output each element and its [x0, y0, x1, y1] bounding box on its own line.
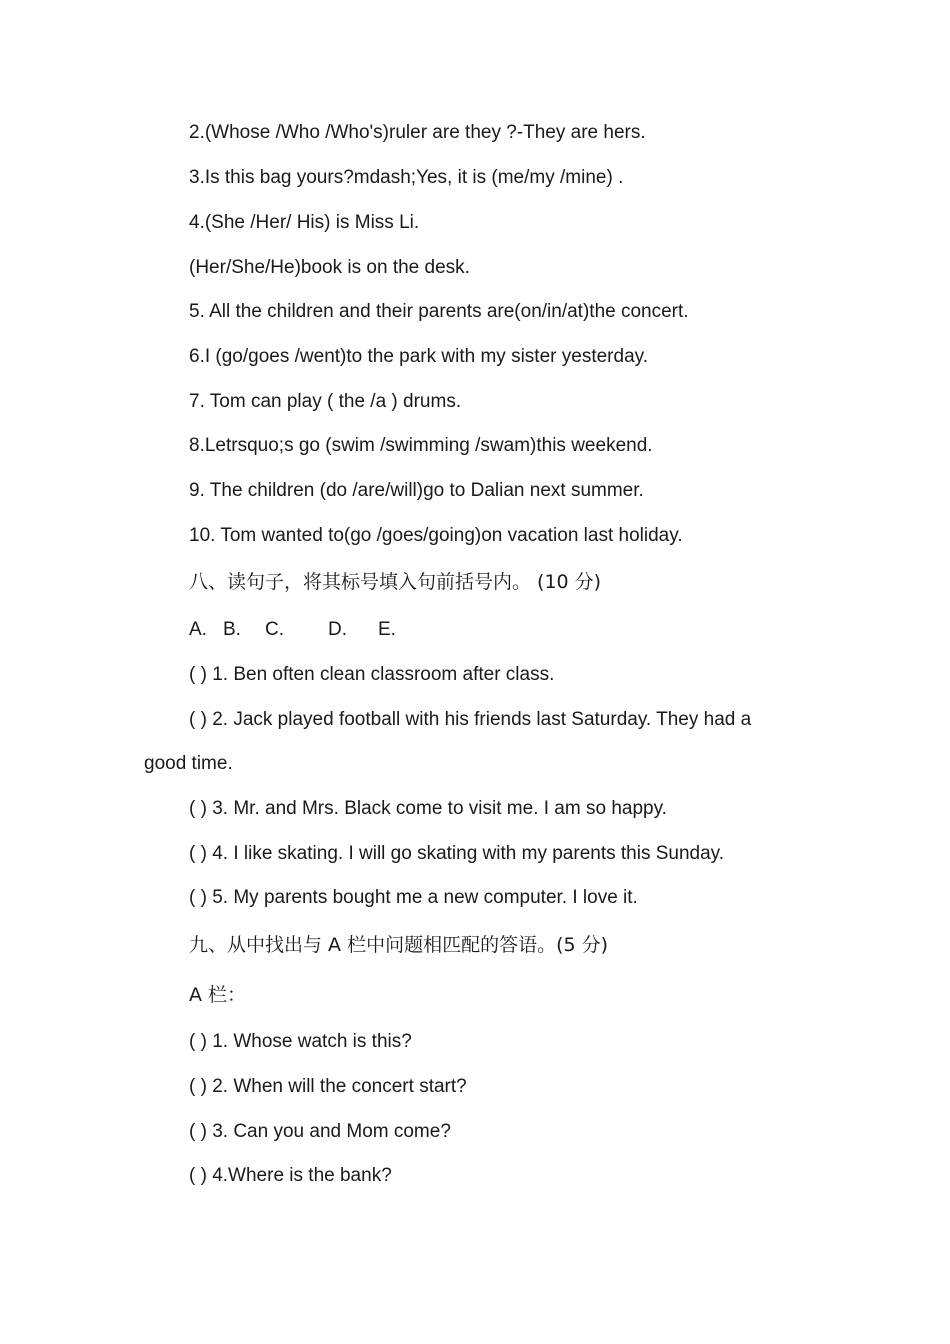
section-9-heading: 九、从中找出与 A 栏中问题相匹配的答语。(5 分): [189, 934, 609, 956]
section-8-item-2: ( ) 2. Jack played football with his friends last Saturday. They had a: [189, 709, 752, 730]
section-8-item-4: ( ) 4. I like skating. I will go skating with my parents this Sunday.: [189, 843, 725, 864]
section-8-item-5: ( ) 5. My parents bought me a new computer. I love it.: [189, 887, 638, 908]
section-8-item-2-continuation: good time.: [144, 753, 233, 774]
section-9-item-4: ( ) 4.Where is the bank?: [189, 1165, 392, 1186]
question-9: 9. The children (do /are/will)go to Dalian next summer.: [189, 480, 644, 501]
question-6: 6.I (go/goes /went)to the park with my sister yesterday.: [189, 346, 649, 367]
option-a: A.: [189, 619, 207, 640]
question-8: 8.Letrsquo;s go (swim /swimming /swam)this weekend.: [189, 435, 653, 456]
option-c: C.: [265, 619, 284, 640]
section-8-item-1: ( ) 1. Ben often clean classroom after class.: [189, 664, 555, 685]
question-3: 3.Is this bag yours?mdash;Yes, it is (me/my /mine) .: [189, 167, 624, 188]
question-4: 4.(She /Her/ His) is Miss Li.: [189, 212, 420, 233]
section-9-item-1: ( ) 1. Whose watch is this?: [189, 1031, 412, 1052]
question-7: 7. Tom can play ( the /a ) drums.: [189, 391, 462, 412]
question-2: 2.(Whose /Who /Who's)ruler are they ?-They are hers.: [189, 122, 646, 143]
section-8-item-3: ( ) 3. Mr. and Mrs. Black come to visit me. I am so happy.: [189, 798, 667, 819]
column-a-label: A 栏：: [189, 984, 247, 1006]
question-10: 10. Tom wanted to(go /goes/going)on vacation last holiday.: [189, 525, 683, 546]
question-4-second-line: (Her/She/He)book is on the desk.: [189, 257, 470, 278]
option-d: D.: [328, 619, 347, 640]
option-b: B.: [223, 619, 241, 640]
section-9-item-3: ( ) 3. Can you and Mom come?: [189, 1121, 451, 1142]
option-e: E.: [378, 619, 396, 640]
question-5: 5. All the children and their parents are(on/in/at)the concert.: [189, 301, 689, 322]
section-8-heading: 八、读句子，将其标号填入句前括号内。 (10 分): [189, 571, 602, 593]
section-9-item-2: ( ) 2. When will the concert start?: [189, 1076, 467, 1097]
answer-options: [189, 618, 396, 642]
